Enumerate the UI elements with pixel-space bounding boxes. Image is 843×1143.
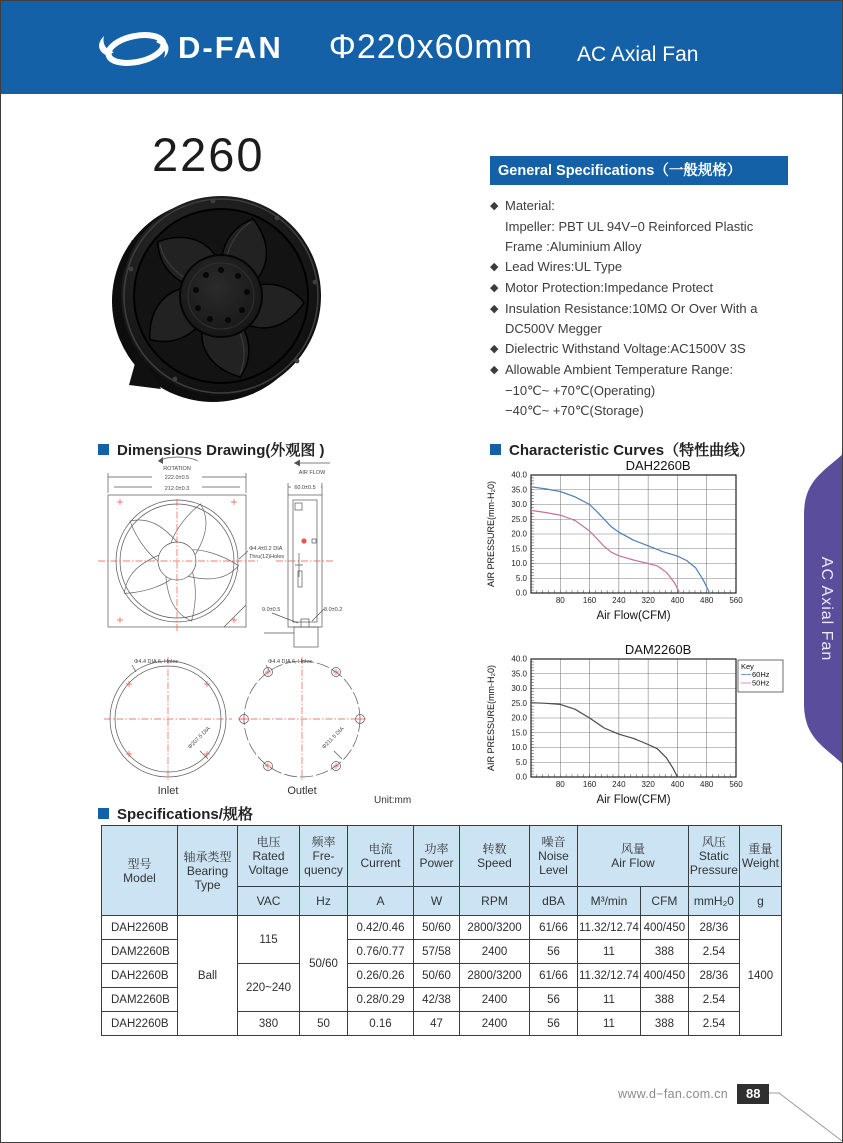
characteristic-curve-chart-dam2260b	[483, 643, 785, 816]
svg-text:Thru(12)Holes: Thru(12)Holes	[249, 554, 285, 560]
list-item: Frame :Aluminium Alloy	[505, 238, 642, 254]
diamond-bullet-icon: ◆	[490, 302, 499, 315]
rotation-label: ROTATION	[163, 466, 191, 472]
header-bar	[1, 1, 842, 94]
table-row: DAH2260B 380 50 0.16 47 2400 56 11 388 2.54	[102, 1012, 782, 1036]
dim-9-label: 9.0±0.5	[262, 607, 281, 613]
svg-text:560: 560	[729, 780, 743, 789]
col-airflow: 风量 Air Flow	[578, 826, 689, 887]
side-tab	[795, 453, 843, 765]
svg-text:Air Flow(CFM): Air Flow(CFM)	[596, 610, 671, 622]
unit-rpm: RPM	[460, 887, 530, 916]
outlet-holes-label: Φ4.4 DIA 6, Holes	[268, 659, 313, 665]
outer-dimension-label: 222.0±0.5	[164, 475, 190, 481]
svg-text:20.0: 20.0	[511, 713, 527, 723]
svg-text:35.0: 35.0	[511, 669, 527, 679]
svg-text:320: 320	[641, 596, 655, 605]
unit-a: A	[348, 887, 414, 916]
unit-g: g	[739, 887, 781, 916]
dimensions-drawing	[96, 453, 486, 805]
col-frequency: 频率 Fre-quency	[300, 826, 348, 887]
svg-text:400: 400	[670, 780, 685, 789]
svg-text:320: 320	[641, 780, 655, 789]
page-number-badge: 88	[737, 1084, 769, 1104]
table-row: DAH2260B Ball 115 50/60 0.42/0.46 50/60 2800/3200 61/66 11.32/12.74 400/450 28/36 1400	[102, 916, 782, 940]
svg-text:160: 160	[582, 780, 597, 789]
side-tab-label: AC Axial Fan	[818, 556, 835, 662]
svg-text:60Hz: 60Hz	[752, 670, 770, 679]
svg-text:480: 480	[700, 596, 714, 605]
diamond-bullet-icon: ◆	[490, 260, 499, 273]
list-item: ◆ Material:	[490, 196, 788, 217]
svg-text:10.0: 10.0	[511, 743, 527, 753]
table-row: DAH2260B 220~240 0.26/0.26 50/60 2800/3200 61/66 11.32/12.74 400/450 28/36	[102, 964, 782, 988]
svg-text:40.0: 40.0	[511, 470, 527, 480]
svg-text:DAM2260B: DAM2260B	[624, 643, 692, 657]
list-item: ◆ Lead Wires:UL Type	[490, 257, 788, 278]
diamond-bullet-icon: ◆	[490, 281, 499, 294]
fan-product-photo	[101, 189, 341, 411]
svg-text:0.0: 0.0	[515, 772, 527, 782]
list-item: −10℃~ +70℃(Operating)	[505, 383, 656, 399]
depth-dimension-label: 60.0±0.5	[294, 485, 316, 491]
section-title-curves: Characteristic Curves（特性曲线）	[490, 439, 754, 460]
inlet-holes-label: Φ4.4 DIA 6, Holes	[134, 659, 179, 665]
svg-text:240: 240	[612, 596, 626, 605]
weight-cell: 1400	[739, 916, 781, 1036]
website-text: www.d−fan.com.cn	[617, 1087, 728, 1101]
svg-text:25.0: 25.0	[511, 514, 527, 524]
svg-text:80: 80	[555, 780, 565, 789]
unit-w: W	[414, 887, 460, 916]
product-type: AC Axial Fan	[577, 42, 699, 66]
brand-logo	[94, 22, 283, 74]
corner-line	[769, 1083, 843, 1143]
svg-text:240: 240	[612, 780, 626, 789]
model-number: 2260	[152, 128, 265, 181]
blue-square-icon	[490, 444, 501, 455]
col-weight: 重量 Weight	[739, 826, 781, 887]
col-model: 型号 Model	[102, 826, 178, 916]
svg-text:160: 160	[582, 596, 597, 605]
svg-text:80: 80	[555, 596, 565, 605]
list-item: ◆ Allowable Ambient Temperature Range:	[490, 360, 788, 381]
svg-text:10.0: 10.0	[511, 559, 527, 569]
col-noise: 噪音 Noise Level	[530, 826, 578, 887]
svg-text:30.0: 30.0	[511, 500, 527, 510]
list-item: ◆ Motor Protection:Impedance Protect	[490, 278, 788, 299]
fan-swoosh-icon	[94, 22, 174, 74]
general-specs-title: General Specifications（一般规格）	[490, 156, 788, 185]
svg-text:Key: Key	[741, 662, 754, 671]
diamond-bullet-icon: ◆	[490, 364, 499, 377]
dim-8-label: 8.0±0.2	[324, 607, 343, 613]
unit-vac: VAC	[238, 887, 300, 916]
list-item: −40℃~ +70℃(Storage)	[505, 403, 644, 419]
table-header-row	[102, 826, 782, 887]
svg-text:50Hz: 50Hz	[752, 678, 770, 688]
inlet-label: Inlet	[157, 785, 179, 797]
inlet-diameter-label: Φ207.5 DIA	[187, 725, 212, 751]
characteristic-curve-chart-dah2260b	[483, 459, 785, 632]
svg-text:15.0: 15.0	[511, 544, 527, 554]
diamond-bullet-icon: ◆	[490, 343, 499, 356]
blue-square-icon	[98, 808, 109, 819]
inner-dimension-label: 212.0±0.3	[164, 486, 190, 492]
col-speed: 转数 Speed	[460, 826, 530, 887]
table-row: DAM2260B 0.76/0.77 57/58 2400 56 11 388 2.54	[102, 940, 782, 964]
col-voltage: 电压 Rated Voltage	[238, 826, 300, 887]
svg-text:25.0: 25.0	[511, 698, 527, 708]
svg-text:15.0: 15.0	[511, 728, 527, 738]
list-item: DC500V Megger	[505, 321, 602, 337]
general-specifications	[490, 156, 788, 421]
svg-text:AIR PRESSURE(mm-H₂0): AIR PRESSURE(mm-H₂0)	[486, 664, 496, 772]
section-title-specifications: Specifications/规格	[98, 803, 253, 824]
airflow-label: AIR FLOW	[298, 470, 326, 476]
table-row: DAM2260B 0.28/0.29 42/38 2400 56 11 388 2.54	[102, 988, 782, 1012]
svg-text:400: 400	[670, 596, 685, 605]
svg-text:20.0: 20.0	[511, 529, 527, 539]
unit-mmh2o: mmH₂0	[688, 887, 739, 916]
svg-text:5.0: 5.0	[515, 757, 527, 767]
unit-hz: Hz	[300, 887, 348, 916]
svg-text:5.0: 5.0	[515, 573, 527, 583]
unit-label: Unit:mm	[374, 795, 412, 805]
unit-cfm: CFM	[640, 887, 688, 916]
list-item: ◆ Insulation Resistance:10MΩ Or Over With a	[490, 299, 788, 320]
front-holes-label: Φ4.4±0.2 DIA	[249, 546, 283, 552]
general-specs-list	[490, 196, 788, 421]
col-bearing: 轴承类型 Bearing Type	[178, 826, 238, 916]
svg-text:40.0: 40.0	[511, 654, 527, 664]
unit-dba: dBA	[530, 887, 578, 916]
section-title-dimensions: Dimensions Drawing(外观图 )	[98, 439, 325, 460]
outlet-diameter-label: Φ211.5 DIA	[321, 726, 346, 751]
svg-text:0.0: 0.0	[515, 588, 527, 598]
unit-m3min: M³/min	[578, 887, 641, 916]
svg-text:30.0: 30.0	[511, 684, 527, 694]
specifications-table	[101, 825, 782, 1036]
list-item: ◆ Dielectric Withstand Voltage:AC1500V 3S	[490, 339, 788, 360]
product-size: Φ220x60mm	[328, 28, 534, 66]
svg-text:35.0: 35.0	[511, 485, 527, 495]
col-current: 电流 Current	[348, 826, 414, 887]
col-static-pressure: 风压 Static Pressure	[688, 826, 739, 887]
list-item: Impeller: PBT UL 94V−0 Reinforced Plastic	[505, 218, 754, 234]
diamond-bullet-icon: ◆	[490, 200, 499, 212]
svg-text:Air Flow(CFM): Air Flow(CFM)	[596, 794, 671, 806]
svg-text:DAH2260B: DAH2260B	[625, 459, 691, 473]
svg-text:560: 560	[729, 596, 743, 605]
svg-text:AIR PRESSURE(mm-H₂0): AIR PRESSURE(mm-H₂0)	[486, 480, 496, 588]
bearing-cell: Ball	[178, 916, 238, 1036]
svg-text:480: 480	[700, 780, 714, 789]
brand-name: D-FAN	[178, 29, 283, 65]
col-power: 功率 Power	[414, 826, 460, 887]
outlet-label: Outlet	[287, 785, 317, 797]
